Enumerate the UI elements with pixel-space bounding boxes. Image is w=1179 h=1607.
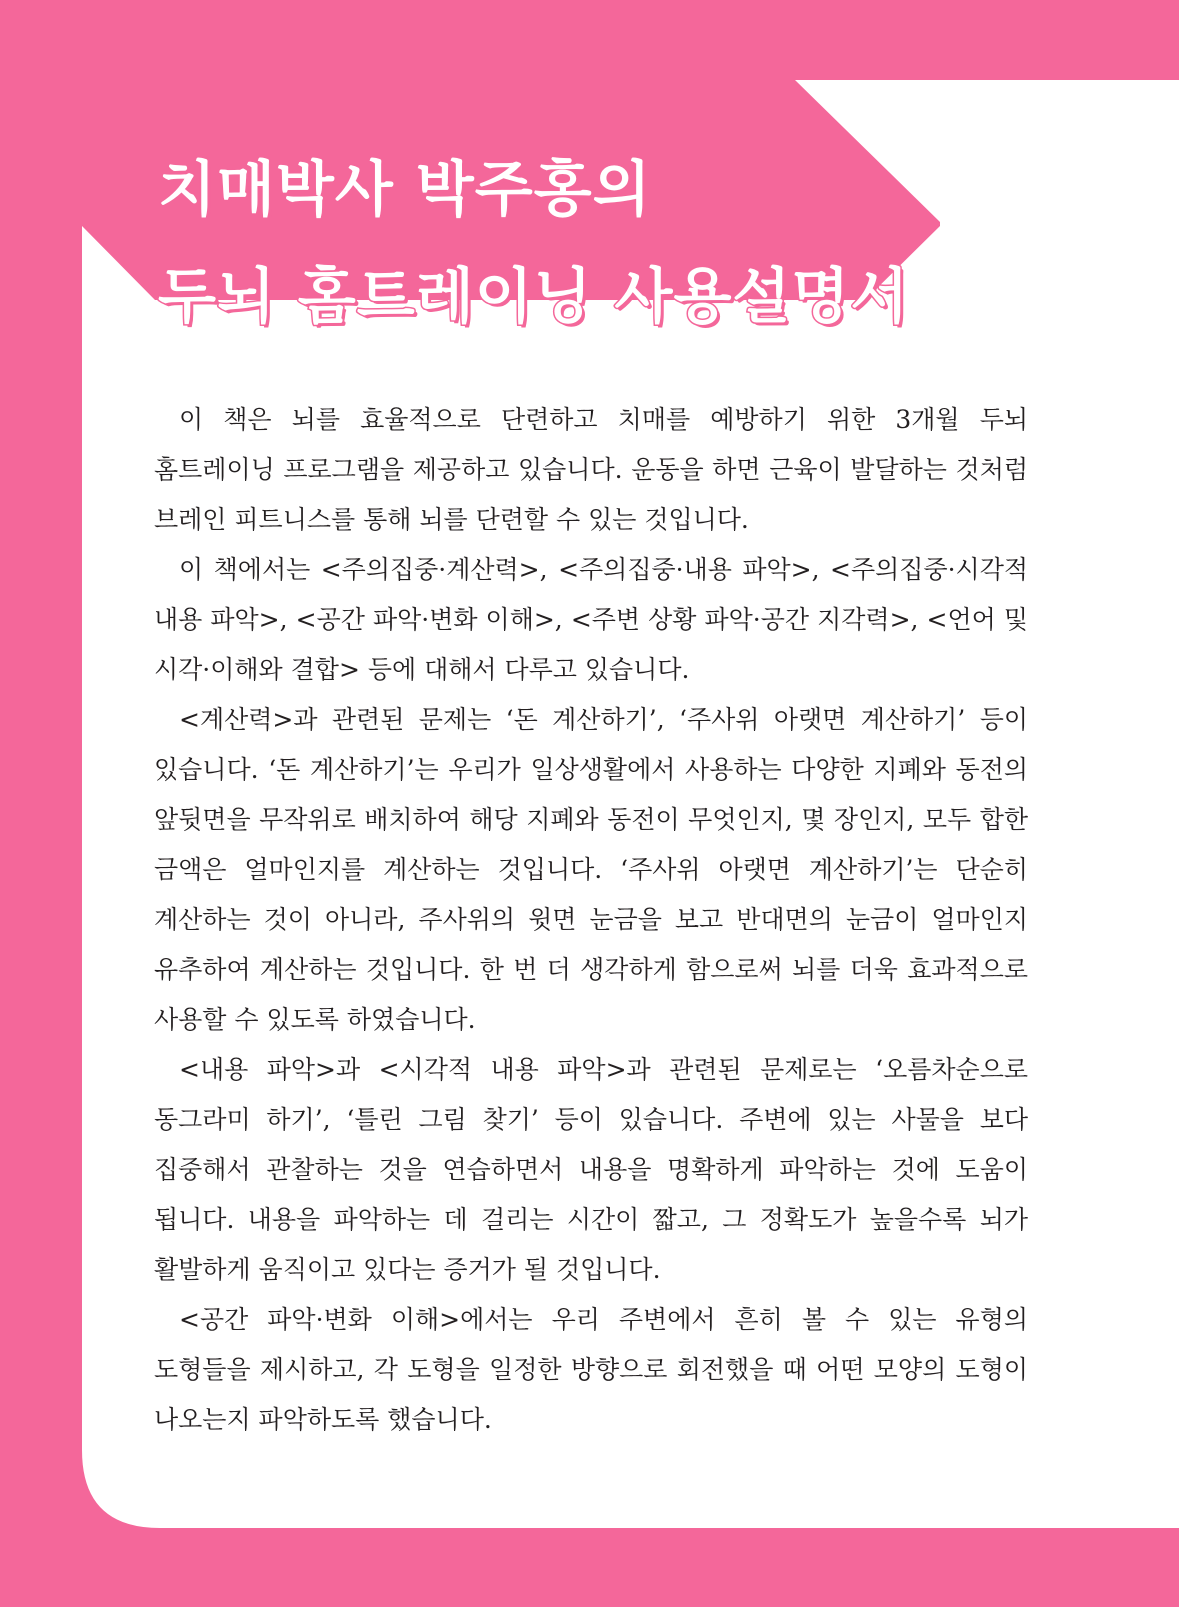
title-line-2: 두뇌 홈트레이닝 사용설명서 [158, 262, 910, 332]
body-text [154, 395, 1028, 1445]
paragraph-intro: 이 책은 뇌를 효율적으로 단련하고 치매를 예방하기 위한 3개월 두뇌 홈트레이닝 프로그램을 제공하고 있습니다. 운동을 하면 근육이 발달하는 것처럼 브레인 피트니스를 통해 뇌를 단련할 수 있는 것입니다. [154, 405, 1028, 534]
paragraph-spatial: <공간 파악·변화 이해>에서는 우리 주변에서 흔히 볼 수 있는 유형의 도형들을 제시하고, 각 도형을 일정한 방향으로 회전했을 때 어떤 모양의 도형이 나오는지 파악하도록 했습니다. [154, 1305, 1028, 1434]
paragraph-calculation: <계산력>과 관련된 문제는 ‘돈 계산하기’, ‘주사위 아랫면 계산하기’ 등이 있습니다. ‘돈 계산하기’는 우리가 일상생활에서 사용하는 다양한 지폐와 동전의 앞뒷면을 무작위로 배치하여 해당 지폐와 동전이 무엇인지, 몇 장인지, 모두 합한 금액은 얼마인지를 계산하는 것입니다. ‘주사위 아랫면 계산하기’는 단순히 계산하는 것이 아니라, 주사위의 윗면 눈금을 보고 반대면의 눈금이 얼마인지 유추하여 계산하는 것입니다. 한 번 더 생각하게 함으로써 뇌를 더욱 효과적으로 사용할 수 있도록 하였습니다. [154, 705, 1028, 1034]
paragraph-content-grasp: <내용 파악>과 <시각적 내용 파악>과 관련된 문제로는 ‘오름차순으로 동그라미 하기’, ‘틀린 그림 찾기’ 등이 있습니다. 주변에 있는 사물을 보다 집중해서 관찰하는 것을 연습하면서 내용을 명확하게 파악하는 것에 도움이 됩니다. 내용을 파악하는 데 걸리는 시간이 짧고, 그 정확도가 높을수록 뇌가 활발하게 움직이고 있다는 증거가 될 것입니다. [154, 1055, 1028, 1284]
page-title [158, 155, 978, 374]
title-line-1: 치매박사 박주홍의 [158, 155, 652, 225]
paragraph-topics: 이 책에서는 <주의집중·계산력>, <주의집중·내용 파악>, <주의집중·시각적 내용 파악>, <공간 파악·변화 이해>, <주변 상황 파악·공간 지각력>, <언어 및 시각·이해와 결합> 등에 대해서 다루고 있습니다. [154, 555, 1028, 684]
